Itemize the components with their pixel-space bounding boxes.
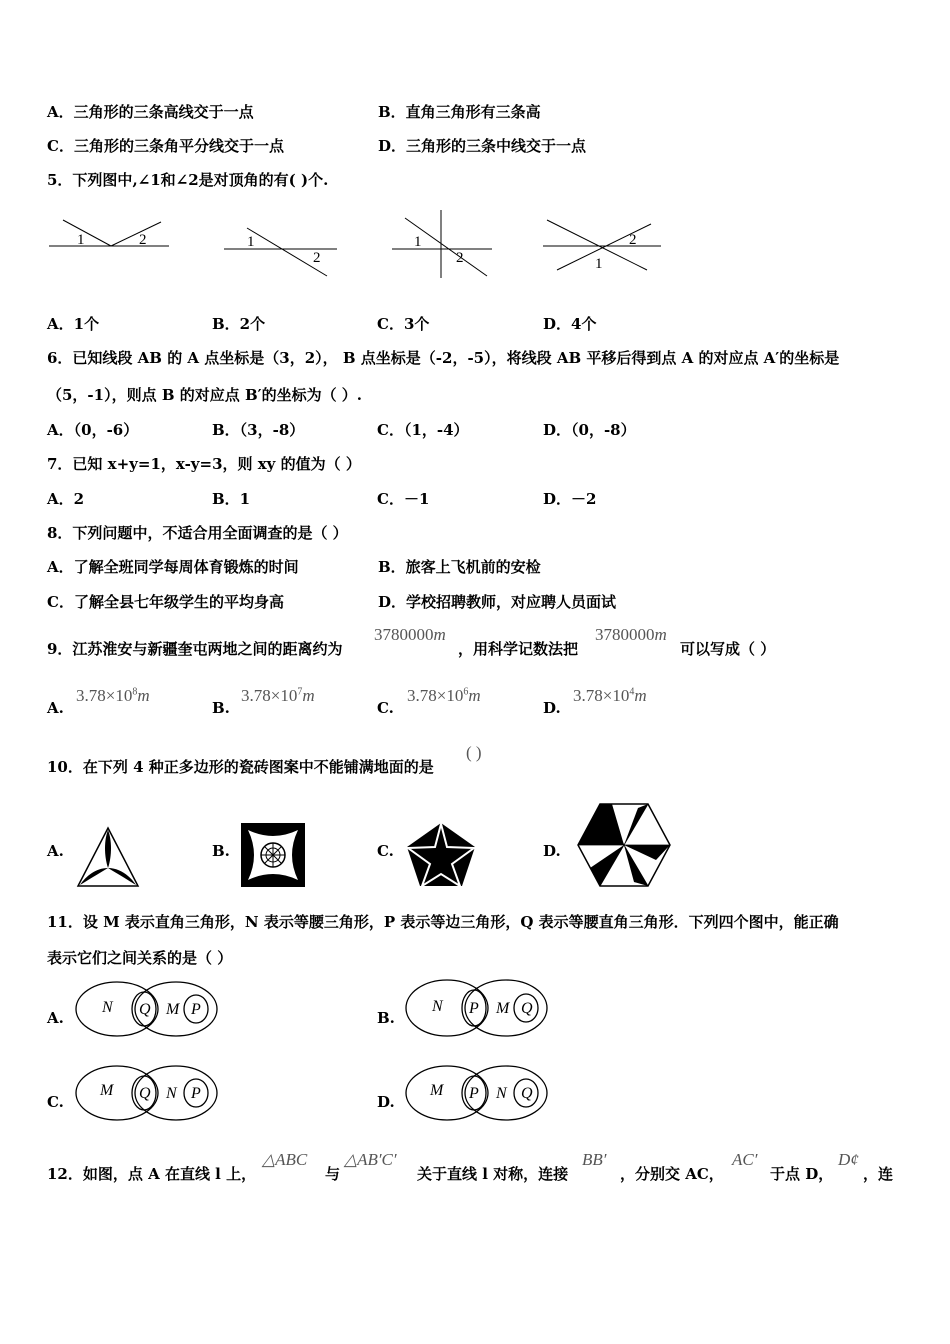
q9-stem-mid: ，用科学记数法把 [458,640,579,658]
q4-option-c: C．三角形的三条角平分线交于一点 [47,137,284,155]
q11-a-label-2: Q [139,1001,151,1018]
q5-figure-c [392,210,492,278]
q11-d-label-3: N [496,1085,507,1102]
q12-math-triangle-abc-prime: △AB′C′ [344,1150,397,1169]
q11-c-label-3: N [166,1085,177,1102]
q6-option-c: C．（1，-4） [377,421,469,439]
q11-venn-c [72,1062,220,1124]
q11-d-label-2: P [469,1085,479,1102]
q5-d-label-2: 2 [629,232,637,248]
q10-stem: 10．在下列 4 种正多边形的瓷砖图案中不能铺满地面的是 [47,758,434,776]
q5-c-label-1: 1 [414,234,422,250]
q6-stem-line2: （5，-1），则点 B 的对应点 B′的坐标为（ ）. [47,386,363,404]
q11-b-label-4: Q [521,1000,533,1017]
q11-a-label-3: M [166,1001,180,1018]
q5-option-a: A．1个 [47,315,100,333]
q5-a-label-2: 2 [139,232,147,248]
q9-distance-2: 3780000m [595,625,667,644]
q7-option-c: C．－1 [377,490,430,508]
q11-c-label-2: Q [139,1085,151,1102]
q10-tile-hexagon [576,802,672,888]
q9-option-c-value: $3.78\times 10^6m$ [407,686,481,705]
q12-math-triangle-abc: △ABC [262,1150,308,1169]
q10-answer-paren: ( ) [466,743,482,762]
q9-option-d-value: $3.78\times 10^4m$ [573,686,647,705]
q5-option-c: C．3个 [377,315,430,333]
q6-option-a: A．（0，-6） [47,421,139,439]
q6-option-d: D．（0，-8） [543,421,636,439]
q8-option-d: D．学校招聘教师，对应聘人员面试 [378,593,617,611]
q7-option-d: D．－2 [543,490,597,508]
q6-option-b: B．（3，-8） [212,421,305,439]
q12-text-5: 于点 D， [770,1165,834,1183]
q11-b-label-3: M [496,1000,510,1017]
q12-text-4: ，分别交 AC， [620,1165,724,1183]
q11-c-label-1: M [100,1082,114,1099]
q10-option-b-label: B. [212,842,230,860]
q8-option-a: A．了解全班同学每周体育锻炼的时间 [47,558,299,576]
q11-venn-b [402,976,550,1040]
q11-option-a-label: A. [47,1009,64,1027]
q5-a-label-1: 1 [77,232,85,248]
q9-option-a-label: A. [47,699,64,717]
q10-option-d-label: D. [543,842,561,860]
q11-venn-a [72,978,220,1040]
q7-option-b: B．1 [212,490,251,508]
q11-stem-line2: 表示它们之间关系的是（ ） [47,949,233,967]
q11-a-label-1: N [102,999,113,1016]
q4-option-d: D．三角形的三条中线交于一点 [378,137,587,155]
q12-math-d-prime: D¢ [838,1150,859,1169]
q9-option-c-label: C. [377,699,394,717]
q9-stem-start: 9．江苏淮安与新疆奎屯两地之间的距离约为 [47,640,343,658]
q9-option-d-label: D. [543,699,561,717]
q4-option-b: B．直角三角形有三条高 [378,103,541,121]
q11-c-label-4: P [191,1085,201,1102]
q12-math-bb-prime: BB′ [582,1150,607,1169]
q10-option-c-label: C. [377,842,394,860]
q4-option-a: A．三角形的三条高线交于一点 [47,103,254,121]
q11-option-c-label: C. [47,1093,64,1111]
q6-stem-line1: 6．已知线段 AB 的 A 点坐标是（3，2）， B 点坐标是（-2，-5），将线段 AB 平移后得到点 A 的对应点 A′的坐标是 [47,349,840,367]
q9-distance-1: 3780000m [374,625,446,644]
q5-figure-a [49,220,169,246]
q7-option-a: A．2 [47,490,85,508]
q8-option-b: B．旅客上飞机前的安检 [378,558,541,576]
q7-stem: 7．已知 x+y=1，x-y=3，则 xy 的值为（ ） [47,455,361,473]
q11-a-label-4: P [191,1001,201,1018]
q11-b-label-2: P [469,1000,479,1017]
q12-text-3: 关于直线 l 对称，连接 [417,1165,569,1183]
q5-b-label-2: 2 [313,250,321,266]
q8-stem: 8．下列问题中，不适合用全面调查的是（ ） [47,524,348,542]
q5-stem: 5．下列图中,∠1和∠2是对顶角的有( )个. [47,171,329,189]
q8-option-c: C．了解全县七年级学生的平均身高 [47,593,284,611]
q11-stem-line1: 11．设 M 表示直角三角形，N 表示等腰三角形，P 表示等边三角形，Q 表示等腰直角三角形．下列四个图中，能正确 [47,913,839,931]
q10-option-a-label: A. [47,842,64,860]
q11-b-label-1: N [432,998,443,1015]
q9-stem-end: 可以写成（ ） [680,640,776,658]
q12-text-2: 与 [325,1165,341,1183]
q10-tile-square [240,822,306,888]
q9-option-a-value: $3.78\times 10^8m$ [76,686,150,705]
q10-tile-pentagon [405,820,477,888]
q5-c-label-2: 2 [456,250,464,266]
q5-option-b: B．2个 [212,315,266,333]
q9-option-b-value: $3.78\times 10^7m$ [241,686,315,705]
q11-d-label-1: M [430,1082,444,1099]
q11-option-d-label: D. [377,1093,395,1111]
q12-math-ac-prime: AC′ [732,1150,758,1169]
q5-d-label-1: 1 [595,256,603,272]
q11-venn-d [402,1062,550,1124]
q12-text-6: ，连 [863,1165,894,1183]
q11-option-b-label: B. [377,1009,395,1027]
q11-d-label-4: Q [521,1085,533,1102]
q12-text-1: 12．如图，点 A 在直线 l 上， [47,1165,257,1183]
q5-b-label-1: 1 [247,234,255,250]
q5-angle-figures [47,208,667,278]
q5-option-d: D．4个 [543,315,597,333]
q10-tile-triangle [76,826,140,888]
q9-option-b-label: B. [212,699,230,717]
